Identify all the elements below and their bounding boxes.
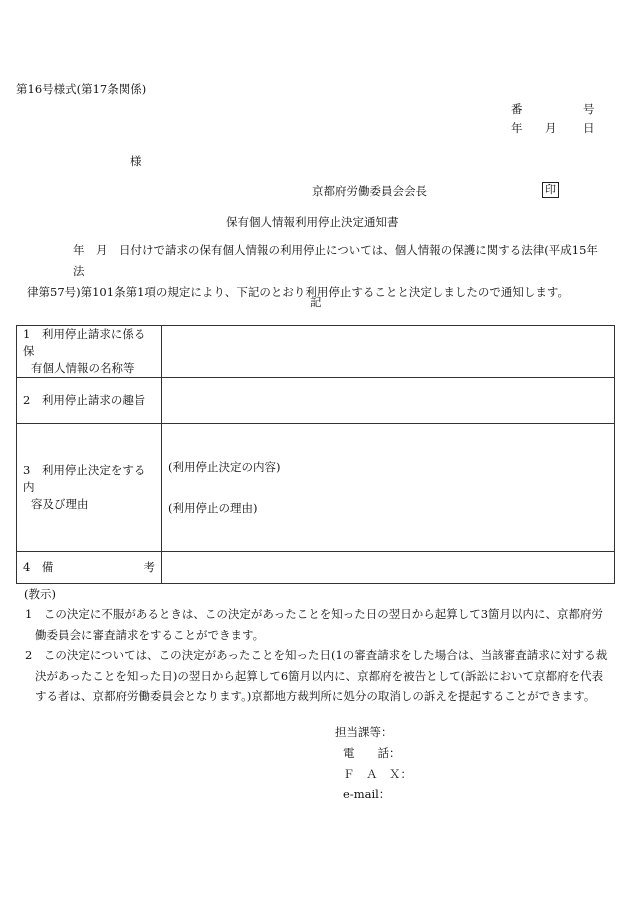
- detail-table: [16, 325, 615, 584]
- row3-content-decision: (利用停止決定の内容): [168, 460, 281, 474]
- table-row: [17, 326, 615, 378]
- seal-mark: 印: [542, 182, 559, 198]
- issuer-name: 京都府労働委員会会長: [312, 184, 427, 198]
- contact-tel: 電 話：: [343, 746, 401, 760]
- contact-email: e-mail：: [343, 787, 391, 801]
- date-month: 月: [545, 121, 557, 135]
- row3-label-line2: 容及び理由: [31, 497, 89, 511]
- table-row: [17, 424, 615, 552]
- body-line-2: 律第57号)第101条第1項の規定により、下記のとおり利用停止することと決定しましたので通知します。: [27, 285, 569, 299]
- document-number-suffix: 号: [583, 102, 595, 116]
- notice-item-1: 1 この決定に不服があるときは、この決定があったことを知った日の翌日から起算して3箇月以内に、京都府労働委員会に審査請求をすることができます。: [25, 607, 604, 642]
- ki-heading: 記: [310, 295, 322, 309]
- document-number-label: 番: [511, 102, 523, 116]
- row4-label-last: 考: [143, 560, 155, 574]
- row3-content-reason: (利用停止の理由): [168, 501, 258, 515]
- row1-label-line1: 1 利用停止請求に係る保: [23, 327, 146, 358]
- notice-heading: (教示): [24, 587, 56, 601]
- notice-item-2: 2 この決定については、この決定があったことを知った日(1の審査請求をした場合は、当該審査請求に対する裁決があったことを知った日)の翌日から起算して6箇月以内に、京都府を被告として(訴訟において京都府を代表する者は、京都府労働委員会となります。)京都地方裁判所に処分の取消しの訴えを提起することができます。: [25, 648, 608, 703]
- row4-label-num: 4 備: [23, 560, 54, 574]
- table-row: [17, 552, 615, 584]
- row1-label: [17, 326, 162, 378]
- body-line-1: 年 月 日付けで請求の保有個人情報の利用停止については、個人情報の保護に関する法律(平成15年法: [73, 243, 598, 278]
- form-label: 第16号様式(第17条関係): [16, 82, 147, 96]
- date-day: 日: [583, 121, 595, 135]
- contact-dept: 担当課等：: [335, 725, 393, 739]
- row3-value[interactable]: [162, 424, 615, 552]
- row1-value[interactable]: [162, 326, 615, 378]
- row3-label-line1: 3 利用停止決定をする内: [23, 463, 146, 494]
- notice-list: [25, 604, 610, 707]
- row2-value[interactable]: [162, 378, 615, 424]
- table-row: [17, 378, 615, 424]
- row3-label: [17, 424, 162, 552]
- row4-label: [17, 552, 162, 584]
- contact-fax: Ｆ Ａ Ｘ：: [343, 767, 412, 781]
- document-title: 保有個人情報利用停止決定通知書: [226, 215, 399, 229]
- addressee-suffix: 様: [130, 154, 142, 168]
- row4-value[interactable]: [162, 552, 615, 584]
- date-year: 年: [511, 121, 523, 135]
- row1-label-line2: 有個人情報の名称等: [31, 361, 135, 375]
- row2-label: 2 利用停止請求の趣旨: [17, 378, 162, 424]
